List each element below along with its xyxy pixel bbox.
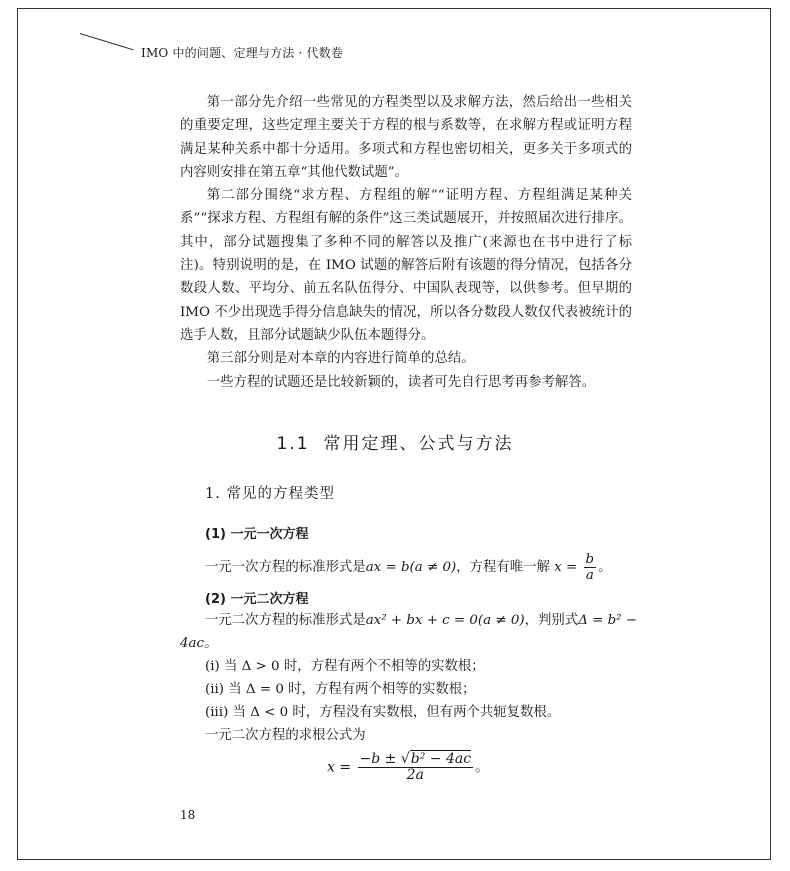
formula-denominator: 2a xyxy=(406,767,424,783)
fraction-denominator: a xyxy=(585,568,594,583)
quadratic-line-2: 4ac。 xyxy=(180,636,218,651)
fraction-numerator: b xyxy=(585,552,595,567)
linear-text-before: 一元一次方程的标准形式是 xyxy=(205,560,366,575)
running-header: IMO 中的问题、定理与方法 · 代数卷 xyxy=(141,46,344,60)
linear-description xyxy=(205,552,611,583)
quadratic-line-1 xyxy=(205,609,637,628)
quadratic-text-mid: ，判别式 xyxy=(524,613,579,628)
linear-standard-form: ax = b(a ≠ 0) xyxy=(365,560,457,575)
quadratic-standard-form: ax² + bx + c = 0(a ≠ 0) xyxy=(365,613,525,628)
formula-numerator: −b ± √b² − 4ac xyxy=(359,751,472,767)
section-title-text: 常用定理、公式与方法 xyxy=(323,434,514,454)
formula-lhs: x = xyxy=(327,759,352,776)
case-zero: (ii) 当 Δ = 0 时，方程有两个相等的实数根； xyxy=(205,682,476,697)
quadratic-heading: (2) 一元二次方程 xyxy=(205,592,309,607)
formula-num-prefix: −b ± xyxy=(359,751,401,767)
intro-paragraph-1: 第一部分先介绍一些常见的方程类型以及求解方法，然后给出一些相关的重要定理，这些定理主要关于方程的根与系数等，在求解方程或证明方程满足某种关系中都十分适用。多项式和方程也密切相关，更多关于多项式的内容则安排在第五章“其他代数试题”。 xyxy=(180,95,632,180)
quadratic-text: 一元二次方程的标准形式是 xyxy=(205,613,366,628)
linear-heading: (1) 一元一次方程 xyxy=(205,527,309,542)
formula-end: 。 xyxy=(475,759,490,776)
intro-paragraph-2: 第二部分围绕“求方程、方程组的解”“证明方程、方程组满足某种关系”“探求方程、方程组有解的条件”这三类试题展开，并按照届次进行排序。其中，部分试题搜集了多种不同的解答以及推广(来源也在书中进行了标注)。特别说明的是，在 IMO 试题的解答后附有该题的得分情况，包括各分数段人数、平均分、前五名队伍得分、中国队表现等，以供参考。但早期的 IMO 不少出现选手得分信息缺失的情况，所以各分数段人数仅代表被统计的选手人数，且部分试题缺少队伍本题得分。 xyxy=(180,188,632,343)
linear-text-end: 。 xyxy=(598,560,612,575)
formula-fraction xyxy=(358,752,474,783)
intro-text xyxy=(180,91,632,394)
intro-paragraph-4: 一些方程的试题还是比较新颖的，读者可先自行思考再参考解答。 xyxy=(206,374,596,390)
linear-solution-fraction xyxy=(584,552,597,583)
formula-intro: 一元二次方程的求根公式为 xyxy=(205,728,366,743)
linear-text-middle: ，方程有唯一解 xyxy=(456,560,550,575)
section-title xyxy=(0,429,790,454)
subheading: 1. 常见的方程类型 xyxy=(205,486,335,502)
formula-radicand: b² − 4ac xyxy=(410,751,472,767)
linear-solution-lhs: x = xyxy=(554,560,578,575)
case-negative: (iii) 当 Δ < 0 时，方程没有实数根，但有两个共轭复数根。 xyxy=(205,705,561,720)
discriminant: Δ = b² − xyxy=(578,613,638,628)
case-positive: (i) 当 Δ > 0 时，方程有两个不相等的实数根； xyxy=(205,659,485,674)
quadratic-formula xyxy=(327,752,489,783)
section-number: 1.1 xyxy=(276,434,310,454)
intro-paragraph-3: 第三部分则是对本章的内容进行简单的总结。 xyxy=(206,351,475,367)
page-number: 18 xyxy=(180,808,196,822)
